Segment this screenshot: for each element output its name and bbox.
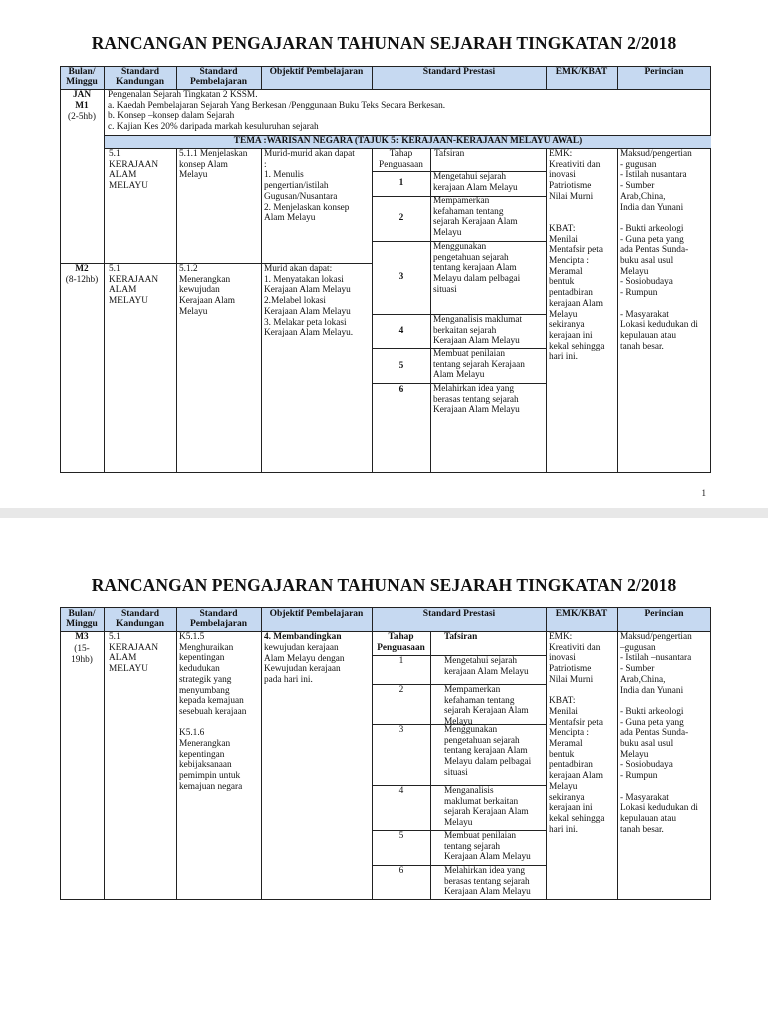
level-description: Menggunakan pengetahuan sejarah tentang kerajaan Alam Melayu dalam pelbagai situasi [433,242,521,295]
objektif-1: Murid-murid akan dapat : 1. Menulis pengertian/istilah Gugusan/Nusantara 2. Menjelaskan konsep Alam Melayu [264,149,355,224]
page-number: 1 [701,488,706,498]
emk-kbat-text: EMK: Kreativiti dan inovasi Patriotisme Nilai Murni KBAT: Menilai Mentafsir peta Mencipta : Meramal bentuk pentadbiran kerajaan Alam Melayu sekiranya kerajaan ini kekal sehingga hari ini. [549,632,605,835]
level-description: Mengetahui sejarah kerajaan Alam Melayu [444,656,529,677]
page-1 [0,0,768,508]
level-description: Melahirkan idea yang berasas tentang sejarah Kerajaan Alam Melayu [433,384,520,416]
level-description: Menganalisis maklumat berkaitan sejarah Kerajaan Alam Melayu [444,786,529,829]
tahap-header: Tahap Penguasaan [377,632,425,653]
level-description: Mengetahui sejarah kerajaan Alam Melayu [433,172,518,193]
level-description: Mempamerkan kefahaman tentang sejarah Kerajaan Alam Melayu [433,196,518,239]
header-standard-prestasi: Standard Prestasi [422,609,496,619]
header-perincian: Perincian [644,67,684,77]
level-number: 1 [398,656,404,666]
level-description: Mempamerkan kefahaman tentang sejarah Kerajaan Alam Melayu [444,685,529,728]
week-m2: M2 [75,264,89,274]
tahap-header: Tahap Penguasaan [379,149,423,170]
objektif-heading: 4. Membandingkan [264,632,342,642]
level-number: 6 [398,866,404,876]
intro-text: Pengenalan Sejarah Tingkatan 2 KSSM. a. Kaedah Pembelajaran Sejarah Yang Berkesan /Penggunaan Buku Teks Secara Berkesan. b. Konsep –konsep dalam Sejarah c. Kajian Kes 20% daripada markah kesuluruhan sejarah [108,90,446,133]
header-bulan: Bulan/ Minggu [66,67,98,87]
week-m2-dates: (8-12hb) [65,275,99,285]
level-number: 2 [398,685,404,695]
week-m3-dates: (15- 19hb) [71,644,93,665]
header-emk-kbat: EMK/KBAT [555,67,608,77]
level-description: Menganalisis maklumat berkaitan sejarah Kerajaan Alam Melayu [433,315,523,347]
tema-text: TEMA :WARISAN NEGARA (TAJUK 5: KERAJAAN-KERAJAAN MELAYU AWAL) [233,136,583,146]
level-number: 4 [398,786,404,796]
sk-5-1-row2: 5.1 KERAJAAN ALAM MELAYU [109,264,159,307]
level-number: 6 [398,385,404,395]
header-standard-pembelajaran: Standard Pembelajaran [190,609,247,629]
level-number: 5 [398,361,404,371]
header-emk-kbat: EMK/KBAT [555,609,608,619]
emk-kbat-text: EMK: Kreativiti dan inovasi Patriotisme Nilai Murni KBAT: Menilai Mentafsir peta Mencipta : Meramal bentuk pentadbiran kerajaan Alam Melayu sekiranya kerajaan ini kekal sehingga hari ini. [549,149,605,363]
level-number: 3 [398,272,404,282]
header-standard-kandungan: Standard Kandungan [115,67,165,87]
header-bulan: Bulan/ Minggu [66,609,98,629]
sp-k5-1-5: K5.1.5 Menghuraikan kepentingan kedudukan strategik yang menyumbang kepada kemajuan sesebuah kerajaan K5.1.6 Menerangkan kepentingan kebijaksanaan pemimpin untuk kemajuan negara [179,632,247,792]
level-description: Membuat penilaian tentang sejarah Kerajaan Alam Melayu [444,831,531,863]
level-number: 5 [398,831,404,841]
header-perincian: Perincian [644,609,684,619]
perincian-text: Maksud/pengertian –gugusan - Istilah –nusantara - Sumber Arab,China, India dan Yunani - Bukti arkeologi - Guna peta yang ada Pentas Sunda- buku asal usul Melayu - Sosiobudaya - Rumpun - Masyarakat Lokasi kedudukan di kepulauan atau tanah besar. [620,632,698,835]
tafsiran-header: Tafsiran [434,149,465,159]
level-description: Membuat penilaian tentang sejarah Kerajaan Alam Melayu [433,349,525,381]
level-number: 1 [398,178,404,188]
sk-5-1: 5.1 KERAJAAN ALAM MELAYU [109,632,159,675]
header-standard-prestasi: Standard Prestasi [422,67,496,77]
objektif-2: Murid akan dapat: 1. Menyatakan lokasi Kerajaan Alam Melayu 2.Melabel lokasi Kerajaan Alam Melayu 3. Melakar peta lokasi Kerajaan Alam Melayu. [264,264,354,339]
week-jan-m1: JAN M1 [72,90,92,111]
tafsiran-header: Tafsiran [444,632,478,642]
level-description: Melahirkan idea yang berasas tentang sejarah Kerajaan Alam Melayu [444,866,531,898]
objektif-text: kewujudan kerajaan Alam Melayu dengan Kewujudan kerajaan pada hari ini. [264,643,345,686]
level-number: 2 [398,213,404,223]
level-number: 3 [398,725,404,735]
sp-5-1-1: 5.1.1 Menjelaskan konsep Alam Melayu [179,149,248,181]
week-m3: M3 [75,632,89,642]
header-standard-kandungan: Standard Kandungan [115,609,165,629]
header-objektif: Objektif Pembelajaran [269,67,364,77]
level-number: 4 [398,326,404,336]
document-title: RANCANGAN PENGAJARAN TAHUNAN SEJARAH TINGKATAN 2/2018 [91,33,677,53]
perincian-text: Maksud/pengertian - gugusan - Istilah nusantara - Sumber Arab,China, India dan Yunani - Bukti arkeologi - Guna peta yang ada Pentas Sunda- buku asal usul Melayu - Sosiobudaya - Rumpun - Masyarakat Lokasi kedudukan di kepulauan atau tanah besar. [620,149,698,352]
document-title: RANCANGAN PENGAJARAN TAHUNAN SEJARAH TINGKATAN 2/2018 [91,575,677,595]
level-description: Menggunakan pengetahuan sejarah tentang kerajaan Alam Melayu dalam pelbagai situasi [444,725,532,778]
week-jan-dates: (2-5hb) [68,112,96,122]
header-standard-pembelajaran: Standard Pembelajaran [190,67,247,87]
sk-5-1: 5.1 KERAJAAN ALAM MELAYU [109,149,159,192]
page-2 [0,518,768,1024]
sp-5-1-2: 5.1.2 Menerangkan kewujudan Kerajaan Alam Melayu [179,264,236,317]
header-objektif: Objektif Pembelajaran [269,609,364,619]
